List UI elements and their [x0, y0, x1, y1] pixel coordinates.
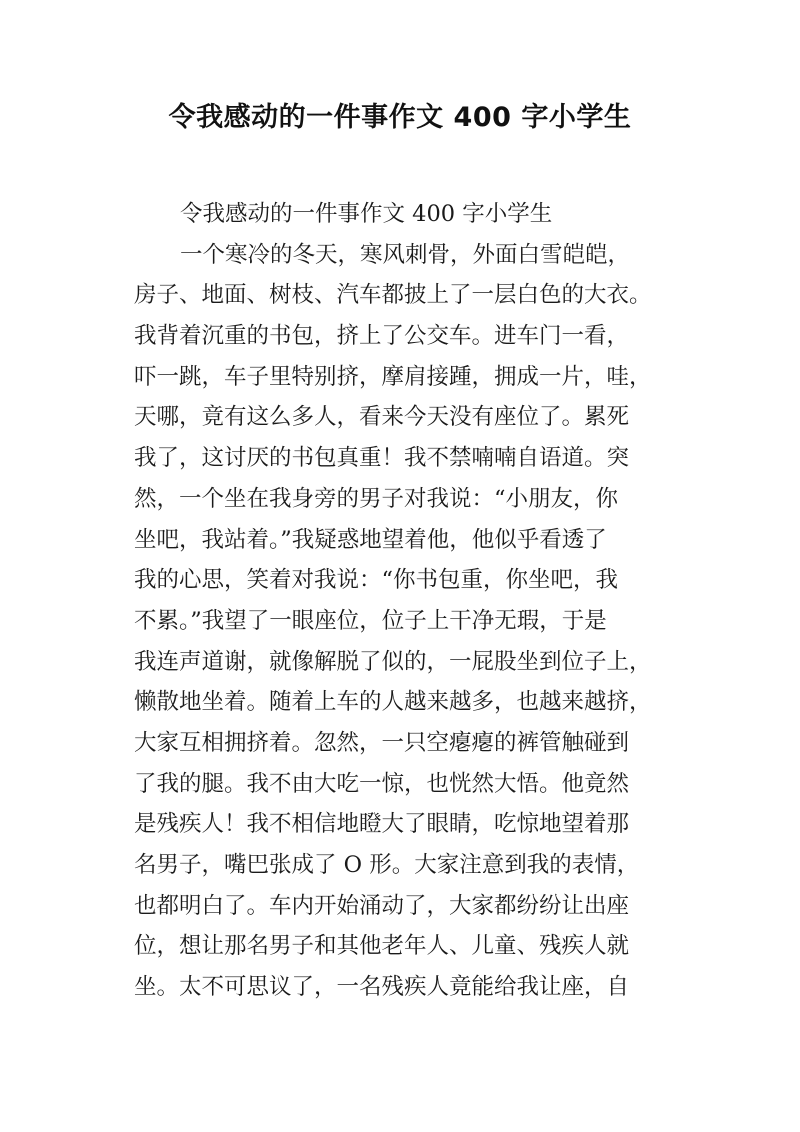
document-title: 令我感动的一件事作文 400 字小学生 [168, 102, 632, 133]
body-line: 懒散地坐着。随着上车的人越来越多，也越来越挤， [134, 689, 652, 716]
body-line: 名男子，嘴巴张成了 O 形。大家注意到我的表情， [134, 852, 640, 878]
body-line: 然，一个坐在我身旁的男子对我说：“小朋友，你 [134, 485, 619, 512]
body-line: 位，想让那名男子和其他老年人、儿童、残疾人就 [134, 933, 630, 960]
document-body [134, 194, 694, 1008]
body-line: 坐吧，我站着。”我疑惑地望着他，他似乎看透了 [134, 526, 607, 553]
body-line: 大家互相拥挤着。忽然，一只空瘪瘪的裤管触碰到 [134, 729, 630, 756]
body-line: 了我的腿。我不由大吃一惊，也恍然大悟。他竟然 [134, 770, 630, 797]
body-line: 不累。”我望了一眼座位，位子上干净无瑕，于是 [134, 607, 607, 634]
body-line: 我背着沉重的书包，挤上了公交车。进车门一看， [134, 323, 630, 350]
body-line: 也都明白了。车内开始涌动了，大家都纷纷让出座 [134, 892, 630, 919]
body-line: 吓一跳，车子里特别挤，摩肩接踵，拥成一片，哇， [134, 363, 652, 390]
body-line: 房子、地面、树枝、汽车都披上了一层白色的大衣。 [134, 282, 652, 309]
body-line: 令我感动的一件事作文 400 字小学生 [180, 201, 553, 227]
body-line: 我的心思，笑着对我说：“你书包重，你坐吧，我 [134, 567, 619, 594]
body-line: 一个寒冷的冬天，寒风刺骨，外面白雪皑皑， [180, 241, 631, 268]
body-line: 坐。太不可思议了，一名残疾人竟能给我让座，自 [134, 974, 630, 1001]
body-line: 是残疾人！我不相信地瞪大了眼睛，吃惊地望着那 [134, 811, 630, 838]
body-line: 我连声道谢，就像解脱了似的，一屁股坐到位子上， [134, 648, 652, 675]
body-line: 天哪，竟有这么多人，看来今天没有座位了。累死 [134, 404, 630, 431]
body-line: 我了，这讨厌的书包真重！我不禁喃喃自语道。突 [134, 445, 630, 472]
